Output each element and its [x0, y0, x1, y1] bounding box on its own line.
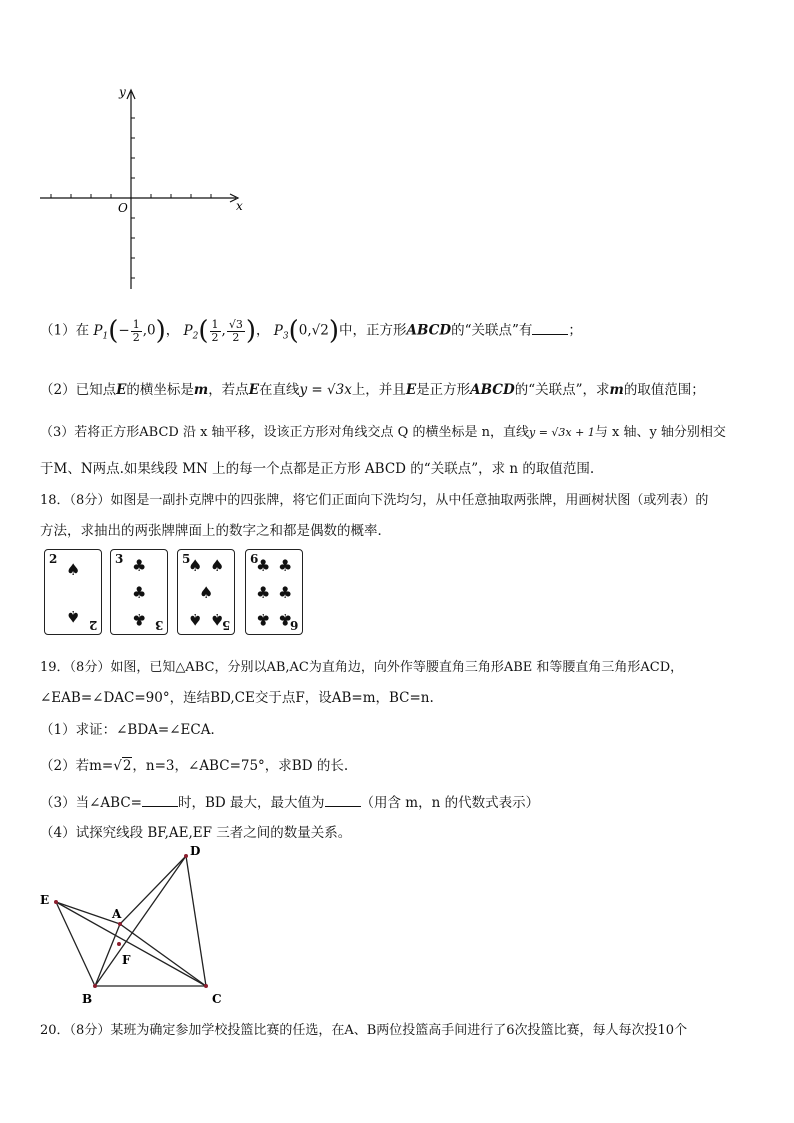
p1-label: $P_1$	[93, 322, 109, 342]
q19-part4: （4）试探究线段 BF,AE,EF 三者之间的数量关系。	[40, 825, 352, 841]
q19-part1: （1）求证：∠BDA=∠ECA．	[40, 722, 224, 738]
answer-blank	[532, 322, 568, 335]
coordinate-axes-figure	[36, 82, 256, 294]
label-B: B	[82, 992, 93, 1006]
q19-part3: （3）当∠ABC= 时，BD 最大，最大值为 （用含 m，n 的代数式表示）	[40, 795, 540, 811]
answer-blank-max	[325, 794, 361, 807]
label-E: E	[40, 893, 50, 907]
label-C: C	[212, 992, 222, 1006]
label-A: A	[112, 907, 122, 921]
q20-line1: 20．（8分）某班为确定参加学校投篮比赛的任选，在A、B两位投篮高手间进行了6次投篮比赛，每人每次投10个	[40, 1023, 688, 1038]
playing-card-club-6: 6 ♣ ♣ ♣ ♣ ♣ ♣ 6	[245, 549, 303, 635]
q17-part1: （1）在 $P_1(-$ $\frac{1}{2}$ ,0)， $P_2$( $\frac{1}{2}$ , $\frac{√3}{2}$ )， $P_3(0,√2)$中，正方形ABCD的“关联点”有 ；	[40, 316, 582, 346]
playing-card-club-3: 3 ♣ ♣ ♣ 3	[110, 549, 168, 635]
p1-fraction: $\frac{1}{2}$	[132, 317, 140, 344]
q18-line1: 18．（8分）如图是一副扑克牌中的四张牌，将它们正面向下洗均匀，从中任意抽取两张牌，用画树状图（或列表）的	[40, 493, 709, 508]
label-D: D	[190, 844, 201, 858]
q19-part2: （2）若m=√2，n=3，∠ABC=75°，求BD 的长.	[40, 758, 349, 774]
q18-line2: 方法，求抽出的两张牌牌面上的数字之和都是偶数的概率．	[40, 523, 391, 539]
q17-part3-line2: 于M、N两点.如果线段 MN 上的每一个点都是正方形 ABCD 的“关联点”，求 n 的取值范围.	[40, 461, 595, 477]
answer-blank-angle	[142, 794, 178, 807]
y-axis-label: y	[119, 85, 126, 99]
p3-label: $P_3$	[273, 322, 289, 342]
playing-card-spade-2: 2 ♠ ♠ 2	[44, 549, 102, 635]
q17-part2: （2）已知点E的横坐标是m，若点E在直线y = √3x上，并且E是正方形ABCD的“关联点”，求m的取值范围；	[40, 382, 705, 398]
q19-line1: 19．（8分）如图，已知△ABC，分别以AB,AC为直角边，向外作等腰直角三角形ABE 和等腰直角三角形ACD，	[40, 660, 684, 675]
label-F: F	[122, 953, 131, 967]
origin-label: O	[118, 201, 128, 215]
q17-part3-line1: （3）若将正方形ABCD 沿 x 轴平移，设该正方形对角线交点 Q 的横坐标是 n，直线y = √3x + 1与 x 轴、y 轴分别相交	[40, 425, 726, 440]
x-axis-label: x	[236, 199, 243, 213]
p2-label: $P_2$	[183, 322, 199, 342]
playing-card-spade-5: 5 ♠ ♠ ♠ ♠ ♠ 5	[177, 549, 235, 635]
triangle-geometry-figure	[30, 840, 240, 1010]
q19-line2: ∠EAB=∠DAC=90°，连结BD,CE交于点F，设AB=m，BC=n.	[40, 690, 434, 706]
